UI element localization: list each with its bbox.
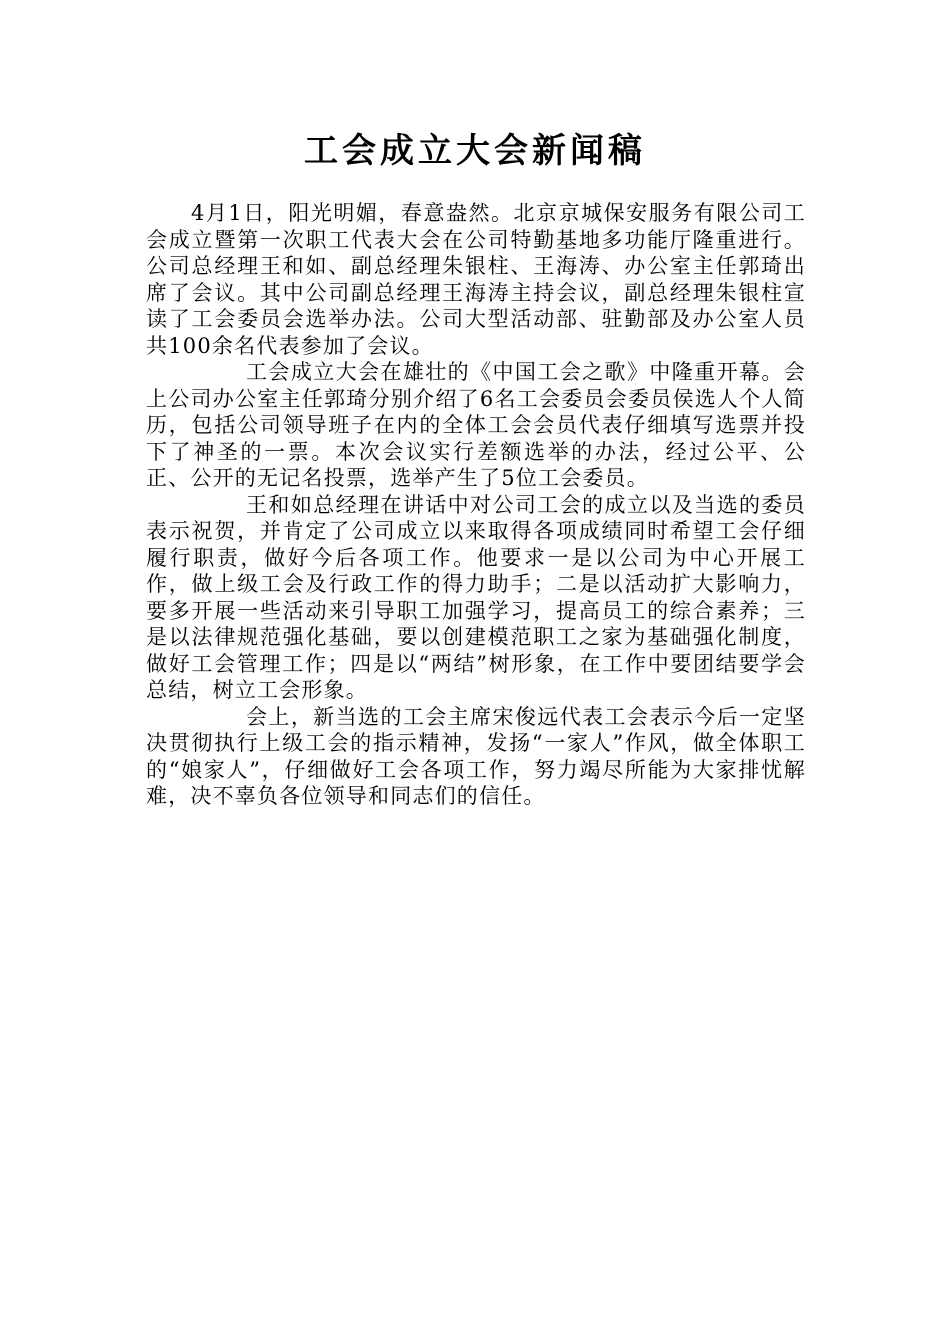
paragraph-4: 会上，新当选的工会主席宋俊远代表工会表示今后一定坚决贯彻执行上级工会的指示精神，发扬“一家人”作风，做全体职工的“娘家人”，仔细做好工会各项工作，努力竭尽所能为大家排忧解难，决不辜负各位领导和同志们的信任。 <box>146 704 806 808</box>
paragraph-1: 4月1日，阳光明媚，春意盎然。北京京城保安服务有限公司工会成立暨第一次职工代表大会在公司特勤基地多功能厅隆重进行。公司总经理王和如、副总经理朱银柱、王海涛、办公室主任郭琦出席了会议。其中公司副总经理王海涛主持会议，副总经理朱银柱宣读了工会委员会选举办法。公司大型活动部、驻勤部及办公室人员共100余名代表参加了会议。 <box>146 201 806 358</box>
document-body <box>146 200 806 810</box>
document-title: 工会成立大会新闻稿 <box>304 131 646 171</box>
paragraph-3: 王和如总经理在讲话中对公司工会的成立以及当选的委员表示祝贺，并肯定了公司成立以来取得各项成绩同时希望工会仔细履行职责，做好今后各项工作。他要求一是以公司为中心开展工作，做上级工会及行政工作的得力助手；二是以活动扩大影响力，要多开展一些活动来引导职工加强学习，提高员工的综合素养；三是以法律规范强化基础，要以创建模范职工之家为基础强化制度，做好工会管理工作；四是以“两结”树形象，在工作中要团结要学会总结，树立工会形象。 <box>146 492 806 702</box>
paragraph-2: 工会成立大会在雄壮的《中国工会之歌》中隆重开幕。会上公司办公室主任郭琦分别介绍了6名工会委员会委员侯选人个人简历，包括公司领导班子在内的全体工会会员代表仔细填写选票并投下了神圣的一票。本次会议实行差额选举的办法，经过公平、公正、公开的无记名投票，选举产生了5位工会委员。 <box>146 360 806 490</box>
